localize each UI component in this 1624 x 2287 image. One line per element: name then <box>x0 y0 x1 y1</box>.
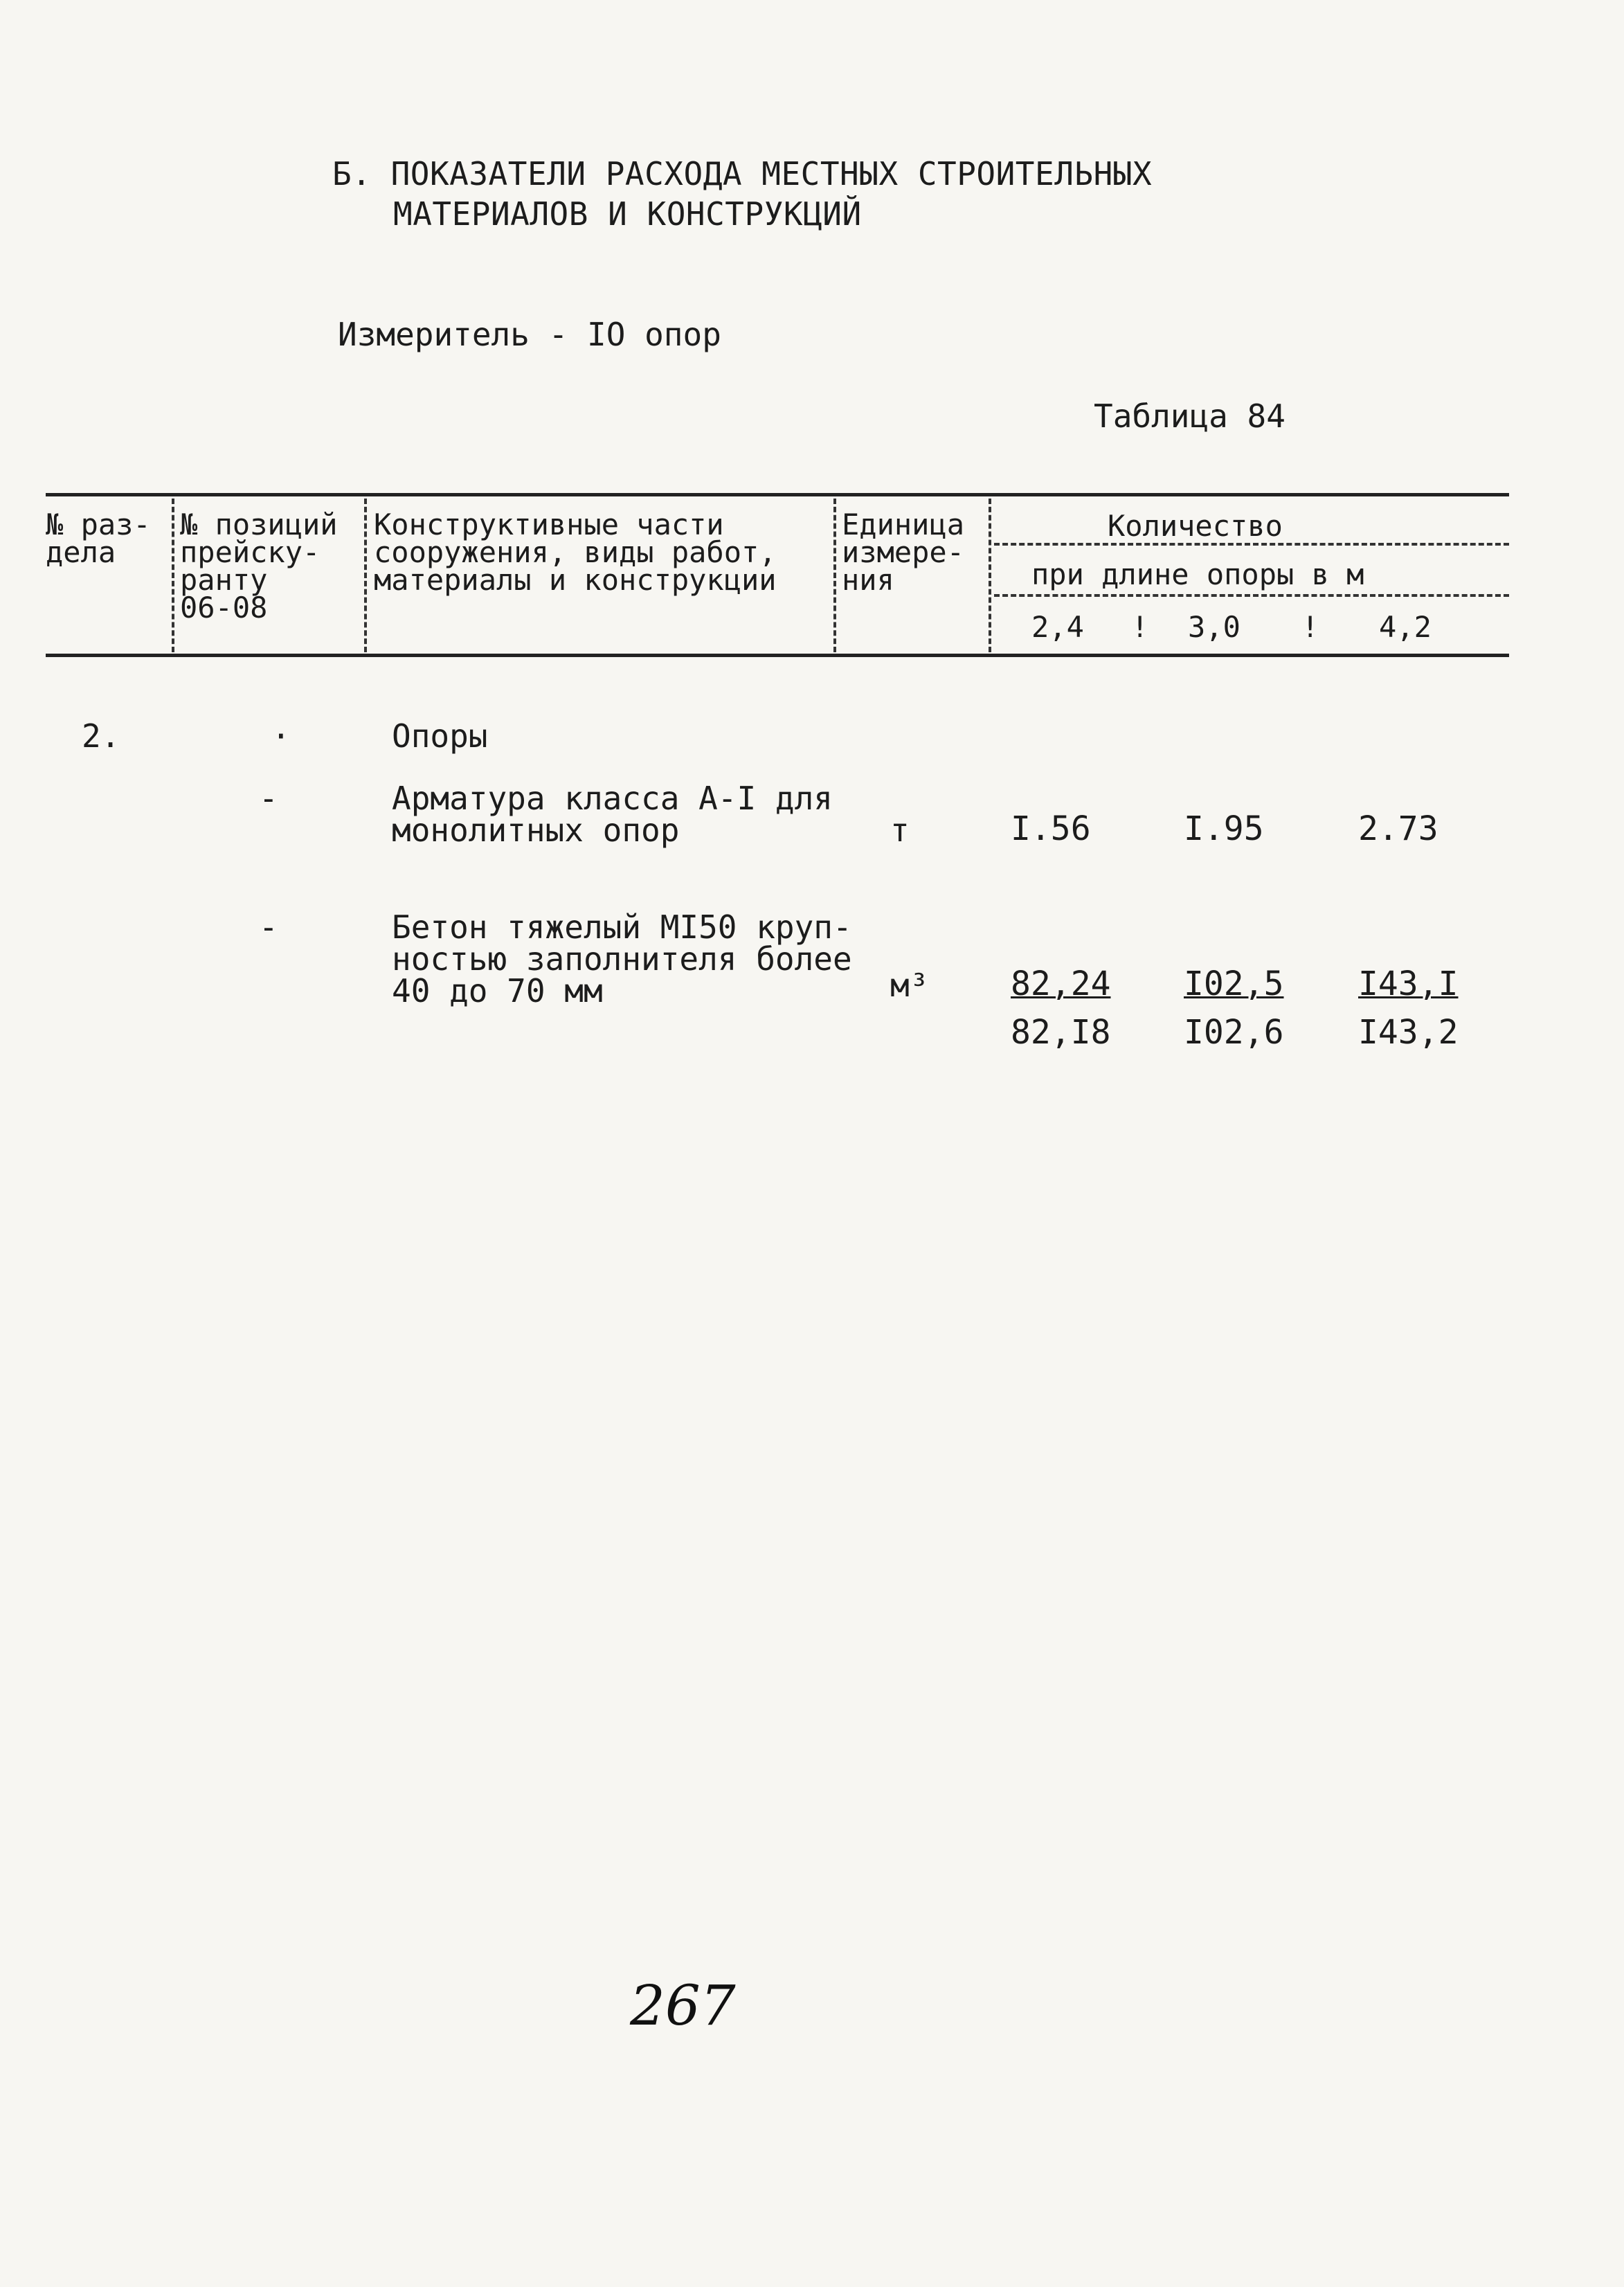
title-line-1: Б. ПОКАЗАТЕЛИ РАСХОДА МЕСТНЫХ СТРОИТЕЛЬНЫХ <box>332 155 1153 192</box>
lengths-divider-rule <box>994 594 1509 597</box>
document-title <box>332 154 1152 234</box>
header-length-3: 4,2 <box>1379 610 1432 644</box>
table-row-value-3: I43,I <box>1358 965 1459 1003</box>
section-marker: · <box>271 717 291 755</box>
header-quantity: Количество <box>1108 509 1283 543</box>
col-separator-3 <box>833 499 836 652</box>
table-row-alt-value-1: 82,I8 <box>1011 1013 1111 1052</box>
header-unit: Единица измере- ния <box>842 508 965 597</box>
table-row-value-2: I.95 <box>1184 809 1264 848</box>
measure-unit-text: Измеритель - IO опор <box>338 316 721 353</box>
header-section-number: № раз- дела <box>46 508 151 569</box>
table-row-marker: - <box>259 780 278 817</box>
header-quantity-sub: при длине опоры в м <box>1031 557 1364 591</box>
col-separator-4 <box>989 499 991 652</box>
table-row-name: Бетон тяжелый MI50 круп- ностью заполнителя более 40 до 70 мм <box>392 908 852 1010</box>
table-header-bottom-rule <box>46 654 1509 657</box>
table-row-name: Арматура класса А-I для монолитных опор <box>392 780 833 849</box>
header-length-1: 2,4 <box>1031 610 1084 644</box>
header-length-separator-2: ! <box>1301 610 1319 644</box>
table-row-value-1: 82,24 <box>1011 965 1111 1003</box>
section-name: Опоры <box>392 717 488 755</box>
title-line-2: МАТЕРИАЛОВ И КОНСТРУКЦИЙ <box>393 195 862 233</box>
table-row-value-1: I.56 <box>1011 809 1091 848</box>
section-number: 2. <box>82 717 120 755</box>
header-price-list-position: № позиций прейску- ранту 06-08 <box>180 508 338 625</box>
table-row-value-3: 2.73 <box>1358 809 1438 848</box>
header-construction-parts: Конструктивные части сооружения, виды работ, материалы и конструкции <box>374 508 777 597</box>
header-length-separator-1: ! <box>1131 610 1149 644</box>
table-top-rule <box>46 493 1509 496</box>
table-label: Таблица 84 <box>1094 397 1285 435</box>
col-separator-2 <box>364 499 367 652</box>
col-separator-1 <box>172 499 174 652</box>
table-row-unit: т <box>890 811 910 849</box>
table-row-alt-value-3: I43,2 <box>1358 1013 1459 1052</box>
table-row-alt-value-2: I02,6 <box>1184 1013 1284 1052</box>
table-row-value-2: I02,5 <box>1184 965 1284 1003</box>
quantity-divider-rule <box>994 543 1509 546</box>
header-length-2: 3,0 <box>1188 610 1240 644</box>
table-row-unit: м³ <box>890 967 929 1004</box>
table-row-marker: - <box>259 908 278 946</box>
page-number: 267 <box>630 1973 736 2038</box>
